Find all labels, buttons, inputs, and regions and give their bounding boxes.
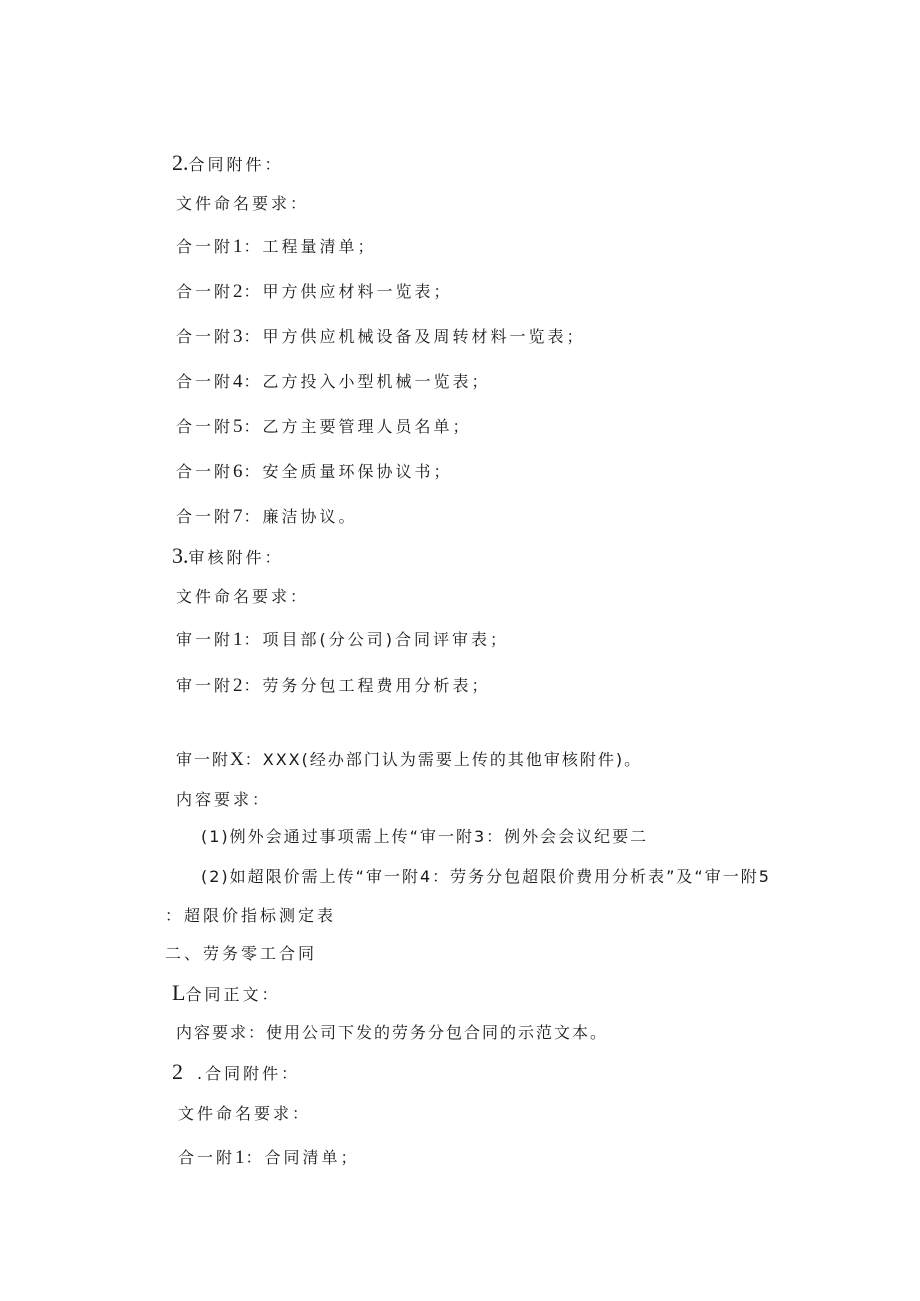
section2-item-7 xyxy=(176,507,358,527)
item-text: ：安全质量环保协议书； xyxy=(243,462,453,481)
part2-section2-item-1 xyxy=(178,1148,360,1168)
item-text: ：XXX(经办部门认为需要上传的其他审核附件)。 xyxy=(244,750,643,769)
section2-item-2 xyxy=(176,282,453,302)
section2-heading xyxy=(172,150,284,175)
section3-item-x xyxy=(176,750,642,770)
part2-section1-text: 合同正文： xyxy=(185,985,281,1004)
item-text: ：廉洁协议。 xyxy=(243,507,358,526)
item-prefix: 审一附 xyxy=(176,750,231,769)
part2-section1-content: 内容要求：使用公司下发的劳务分包合同的示范文本。 xyxy=(176,1023,609,1042)
part2-section2-naming-label: 文件命名要求： xyxy=(178,1104,312,1123)
item-prefix: 合一附 xyxy=(176,507,234,526)
item-text: ：乙方主要管理人员名单； xyxy=(243,417,472,436)
item-prefix: 合一附 xyxy=(176,282,234,301)
item-text: ：合同清单； xyxy=(245,1148,360,1167)
section2-heading-text: 合同附件： xyxy=(188,155,284,174)
item-prefix: 合一附 xyxy=(178,1148,236,1167)
part2-section2-text: .合同附件： xyxy=(197,1064,301,1083)
item-text: ：工程量清单； xyxy=(243,237,377,256)
item-num: 1 xyxy=(233,236,244,257)
section2-item-3 xyxy=(176,327,586,347)
section3-content-label: 内容要求： xyxy=(176,790,272,809)
section3-item-1 xyxy=(176,630,509,650)
section2-item-1 xyxy=(176,237,377,257)
section2-naming-label: 文件命名要求： xyxy=(176,194,310,213)
part2-section1-num: L xyxy=(172,980,186,1005)
section2-heading-num: 2. xyxy=(172,150,189,175)
part2-title: 二、劳务零工合同 xyxy=(165,944,318,963)
item-text: ：甲方供应机械设备及周转材料一览表； xyxy=(243,327,586,346)
item-text: ：甲方供应材料一览表； xyxy=(243,282,453,301)
section3-requirement-2-cont: ：超限价指标测定表 xyxy=(165,906,337,925)
item-num: 2 xyxy=(233,675,244,696)
item-num: 5 xyxy=(233,416,244,437)
section3-requirement-1: (1)例外会通过事项需上传“审一附3：例外会会议纪要二 xyxy=(201,827,649,846)
section2-item-4 xyxy=(176,372,491,392)
part2-section2-num: 2 xyxy=(172,1059,183,1084)
item-text: ：劳务分包工程费用分析表； xyxy=(243,676,491,695)
item-prefix: 合一附 xyxy=(176,462,234,481)
part2-section1-heading xyxy=(172,980,281,1005)
section3-heading-text: 审核附件： xyxy=(188,548,284,567)
item-num: 4 xyxy=(233,371,244,392)
section2-item-6 xyxy=(176,462,453,482)
item-prefix: 合一附 xyxy=(176,327,234,346)
item-prefix: 审一附 xyxy=(176,630,234,649)
item-num: 6 xyxy=(233,461,244,482)
item-text: ：乙方投入小型机械一览表； xyxy=(243,372,491,391)
section3-heading-num: 3. xyxy=(172,543,189,568)
section3-heading xyxy=(172,543,284,568)
section2-item-5 xyxy=(176,417,472,437)
item-num: 3 xyxy=(233,326,244,347)
item-text: ：项目部(分公司)合同评审表； xyxy=(243,630,510,649)
item-prefix: 合一附 xyxy=(176,417,234,436)
item-num: 1 xyxy=(235,1147,246,1168)
item-num: 7 xyxy=(233,506,244,527)
part2-section2-heading xyxy=(172,1059,301,1084)
section3-item-2 xyxy=(176,676,491,696)
item-prefix: 审一附 xyxy=(176,676,234,695)
item-num: X xyxy=(230,749,245,770)
item-prefix: 合一附 xyxy=(176,237,234,256)
item-num: 1 xyxy=(233,629,244,650)
section3-requirement-2: (2)如超限价需上传“审一附4：劳务分包超限价费用分析表”及“审一附5 xyxy=(201,867,771,886)
section3-naming-label: 文件命名要求： xyxy=(176,587,310,606)
item-num: 2 xyxy=(233,281,244,302)
item-prefix: 合一附 xyxy=(176,372,234,391)
